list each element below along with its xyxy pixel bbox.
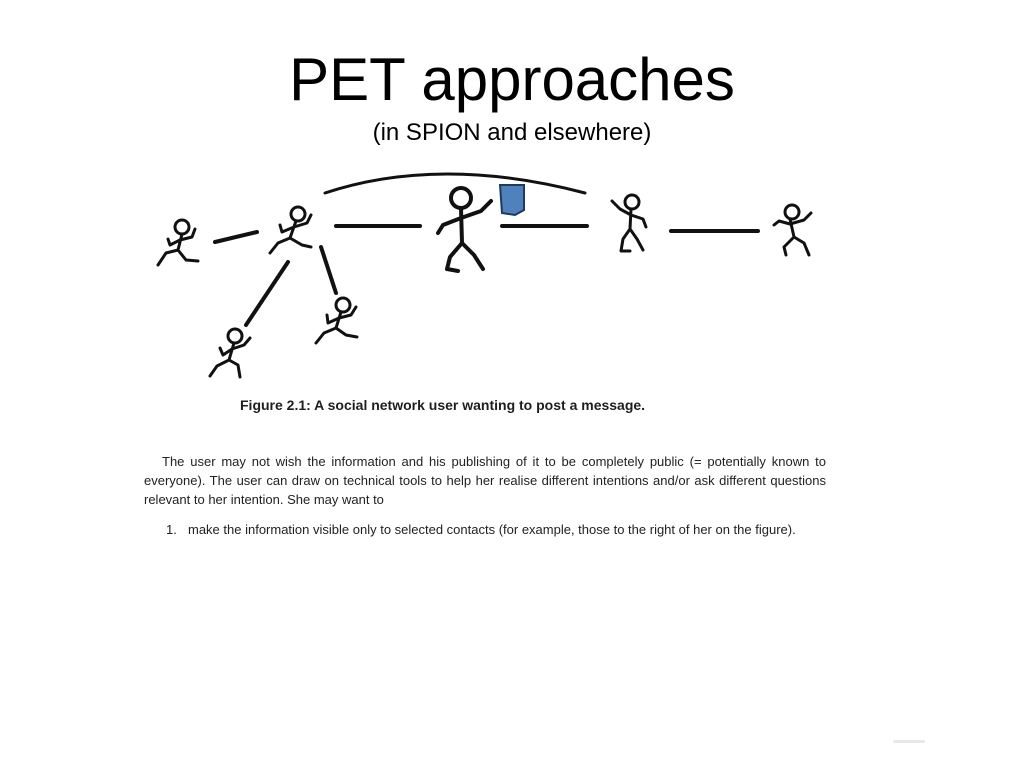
far-left-contact-figure bbox=[158, 220, 198, 265]
list-item-text: make the information visible only to selected contacts (for example, those to the right of her on the figure). bbox=[188, 522, 796, 537]
figure-caption: Figure 2.1: A social network user wanting to post a message. bbox=[240, 397, 646, 413]
slide-subtitle: (in SPION and elsewhere) bbox=[372, 119, 652, 146]
corner-mark bbox=[893, 740, 925, 743]
slide-title: PET approaches bbox=[289, 46, 735, 113]
connection-line-lower-right bbox=[321, 247, 336, 293]
body-paragraph: The user may not wish the information and his publishing of it to be completely public (= potentially known to everyone). The user can draw on technical tools to help her realise different intentions and/or ask different questions relevant to her intention. She may want to bbox=[144, 454, 826, 507]
far-right-contact-figure bbox=[774, 205, 811, 255]
connection-line-lower-left bbox=[246, 262, 288, 325]
lower-right-contact-figure bbox=[316, 298, 357, 343]
connection-line-far-left bbox=[215, 232, 257, 242]
message-document-icon bbox=[500, 185, 524, 215]
right-contact-figure bbox=[612, 195, 646, 251]
list-item-number: 1. bbox=[166, 522, 177, 537]
central-user-figure bbox=[438, 188, 491, 271]
social-network-figure bbox=[140, 165, 840, 390]
left-contact-figure bbox=[270, 207, 311, 253]
lower-left-contact-figure bbox=[210, 329, 250, 377]
